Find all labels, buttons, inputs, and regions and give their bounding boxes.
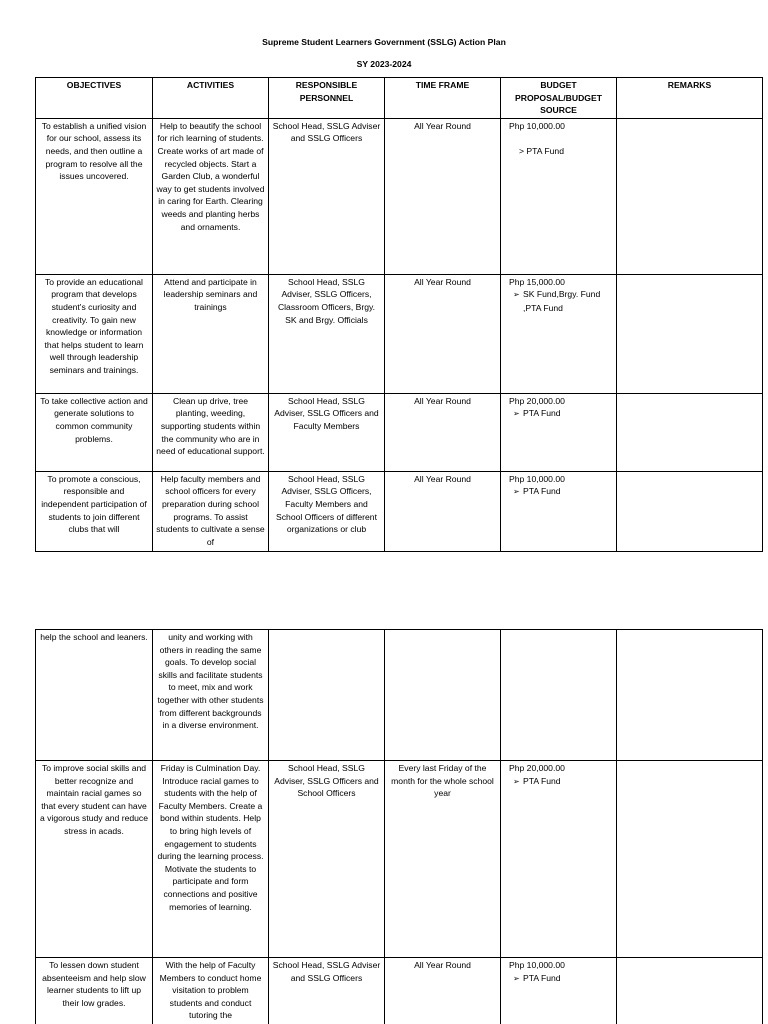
cell-remarks [617, 630, 763, 761]
budget-amount: Php 20,000.00 [509, 763, 565, 773]
table-row [36, 118, 763, 274]
school-year: SY 2023-2024 [356, 59, 412, 69]
action-plan-table-continued [35, 629, 763, 1024]
table-row [36, 958, 763, 1024]
header-activities: ACTIVITIES [153, 78, 269, 119]
cell-timeframe [385, 630, 501, 761]
table-row [36, 274, 763, 393]
cell-objectives: help the school and leaners. [36, 630, 153, 761]
arrow-bullet-icon: ➢ [513, 487, 520, 497]
cell-objectives: To lessen down student absenteeism and help slow learner students to lift up their low grades. [36, 958, 153, 1024]
arrow-bullet-icon: ➢ [513, 776, 520, 786]
table-row [36, 761, 763, 958]
cell-objectives: To provide an educational program that develops student's curiosity and creativity. To gain new knowledge or information that helps student to learn well through leadership seminars and trainings. [36, 274, 153, 393]
cell-personnel: School Head, SSLG Adviser, SSLG Officers, Classroom Officers, Brgy. SK and Brgy. Officials [269, 274, 385, 393]
cell-budget [501, 471, 617, 551]
header-remarks: REMARKS [617, 78, 763, 119]
cell-activities: Friday is Culmination Day. Introduce racial games to students with the help of Faculty Members. Create a bond within students. Help to bring high levels of engagement to students during the learning process. Motivate the students to participate and form connections and positive memories of learning. [153, 761, 269, 958]
document-title: Supreme Student Learners Government (SSLG) Action Plan [262, 37, 506, 47]
action-plan-table [35, 77, 763, 552]
cell-activities: Attend and participate in leadership seminars and trainings [153, 274, 269, 393]
budget-source: PTA Fund [523, 775, 561, 786]
header-budget: BUDGET PROPOSAL/BUDGET SOURCE [501, 78, 617, 119]
budget-amount: Php 10,000.00 [509, 120, 565, 131]
cell-objectives: To establish a unified vision for our school, assess its needs, and then outline a program to resolve all the issues uncovered. [36, 118, 153, 274]
cell-objectives: To improve social skills and better recognize and maintain racial games so that every student can have a vigorous study and reduce stress in acads. [36, 761, 153, 958]
cell-personnel [269, 630, 385, 761]
cell-timeframe: All Year Round [385, 118, 501, 274]
arrow-bullet-icon: ➢ [513, 290, 520, 300]
cell-budget [501, 393, 617, 471]
budget-source: > PTA Fund [519, 146, 564, 157]
cell-timeframe: All Year Round [385, 393, 501, 471]
cell-budget [501, 118, 617, 274]
budget-source: PTA Fund [523, 972, 561, 983]
cell-objectives: To promote a conscious, responsible and independent participation of students to join different clubs that will [36, 471, 153, 551]
cell-remarks [617, 118, 763, 274]
cell-timeframe: All Year Round [385, 471, 501, 551]
arrow-bullet-icon: ➢ [513, 973, 520, 983]
cell-remarks [617, 274, 763, 393]
cell-remarks [617, 958, 763, 1024]
cell-activities: unity and working with others in reading the same goals. To develop social skills and facilitate students to meet, mix and work together with other students from different backgrounds in a diverse environment. [153, 630, 269, 761]
cell-personnel: School Head, SSLG Adviser and SSLG Officers [269, 958, 385, 1024]
header-objectives: OBJECTIVES [36, 78, 153, 119]
cell-personnel: School Head, SSLG Adviser, SSLG Officers, Faculty Members and School Officers of different organizations or club [269, 471, 385, 551]
cell-remarks [617, 761, 763, 958]
budget-amount: Php 10,000.00 [509, 473, 565, 484]
table-row [36, 630, 763, 761]
cell-personnel: School Head, SSLG Adviser, SSLG Officers and Faculty Members [269, 393, 385, 471]
budget-source: PTA Fund [523, 408, 561, 419]
page-2 [0, 600, 768, 1024]
cell-remarks [617, 471, 763, 551]
cell-activities: Help to beautify the school for rich learning of students. Create works of art made of recycled objects. Start a Garden Club, a wonderful way to get students involved in caring for Earth. Clearing weeds and planting herbs and ornaments. [153, 118, 269, 274]
cell-budget [501, 761, 617, 958]
cell-activities: With the help of Faculty Members to conduct home visitation to problem students and conduct tutoring the [153, 958, 269, 1024]
cell-budget [501, 630, 617, 761]
table-header-row [36, 78, 763, 119]
budget-source: PTA Fund [523, 486, 561, 497]
budget-amount: Php 10,000.00 [509, 960, 565, 970]
table-row [36, 471, 763, 551]
table-row [36, 393, 763, 471]
cell-timeframe: All Year Round [385, 958, 501, 1024]
cell-personnel: School Head, SSLG Adviser, SSLG Officers and School Officers [269, 761, 385, 958]
cell-personnel: School Head, SSLG Adviser and SSLG Officers [269, 118, 385, 274]
cell-objectives: To take collective action and generate solutions to common community problems. [36, 393, 153, 471]
cell-budget [501, 274, 617, 393]
cell-activities: Clean up drive, tree planting, weeding, supporting students within the community who are in need of educational support. [153, 393, 269, 471]
header-time-frame: TIME FRAME [385, 78, 501, 119]
cell-activities: Help faculty members and school officers for every preparation during school programs. To assist students to cultivate a sense of [153, 471, 269, 551]
cell-remarks [617, 393, 763, 471]
cell-timeframe: Every last Friday of the month for the whole school year [385, 761, 501, 958]
budget-amount: Php 15,000.00 [509, 276, 565, 287]
header-responsible-personnel: RESPONSIBLE PERSONNEL [269, 78, 385, 119]
budget-source: SK Fund,Brgy. Fund ,PTA Fund [523, 289, 601, 313]
cell-timeframe: All Year Round [385, 274, 501, 393]
budget-amount: Php 20,000.00 [509, 395, 565, 406]
cell-budget [501, 958, 617, 1024]
arrow-bullet-icon: ➢ [513, 409, 520, 419]
